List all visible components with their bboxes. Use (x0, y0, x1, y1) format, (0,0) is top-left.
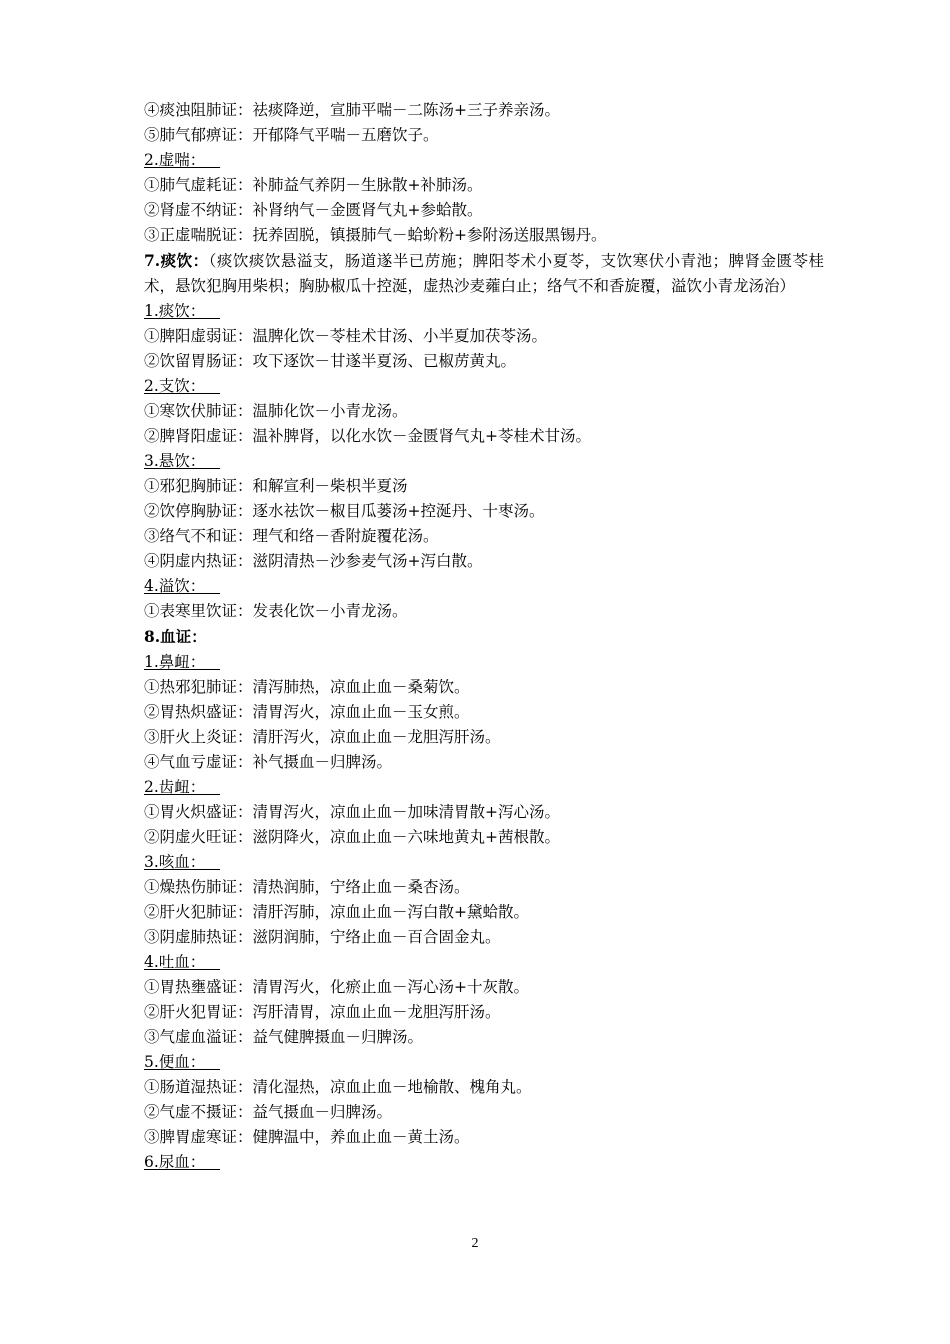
subsection-title: 3.悬饮： (144, 452, 221, 470)
section-mnemonic: （痰饮痰饮悬溢支，肠道遂半已苈施；脾阳苓术小夏苓，支饮寒伏小青池；脾肾金匮苓桂术，悬饮犯胸用柴枳；胸胁椒瓜十控涎，虚热沙麦蕹白止；络气不和香旋覆，溢饮小青龙汤治） (144, 252, 824, 295)
syndrome-item: ①肺气虚耗证：补肺益气养阴－生脉散+补肺汤。 (144, 176, 483, 194)
subsection-heading (144, 374, 824, 399)
subsection-heading (144, 650, 824, 675)
syndrome-item: ④痰浊阻肺证：祛痰降逆，宣肺平喘－二陈汤+三子养亲汤。 (144, 101, 560, 119)
syndrome-item: ②脾肾阳虚证：温补脾肾，以化水饮－金匮肾气丸+苓桂术甘汤。 (144, 427, 591, 445)
subsection-heading (144, 950, 824, 975)
syndrome-item: ②饮留胃肠证：攻下逐饮－甘遂半夏汤、已椒苈黄丸。 (144, 352, 517, 370)
subsection-title: 3.咳血： (144, 853, 221, 871)
subsection-title: 5.便血： (144, 1053, 221, 1071)
syndrome-item: ①胃火炽盛证：清胃泻火，凉血止血－加味清胃散+泻心汤。 (144, 803, 560, 821)
subsection-title: 1.鼻衄： (144, 653, 221, 671)
syndrome-item: ③阴虚肺热证：滋阴润肺，宁络止血－百合固金丸。 (144, 928, 501, 946)
subsection-title: 4.吐血： (144, 953, 221, 971)
subsection-title: 6.尿血： (144, 1153, 221, 1171)
page-number: 2 (471, 1236, 479, 1251)
subsection-title: 1.痰饮： (144, 302, 221, 320)
syndrome-item: ②肝火犯胃证：泻肝清胃，凉血止血－龙胆泻肝汤。 (144, 1003, 501, 1021)
syndrome-item: ⑤肺气郁痹证：开郁降气平喘－五磨饮子。 (144, 126, 439, 144)
syndrome-item: ②胃热炽盛证：清胃泻火，凉血止血－玉女煎。 (144, 703, 470, 721)
subsection-heading (144, 574, 824, 599)
subsection-title: 4.溢饮： (144, 577, 221, 595)
syndrome-item: ①热邪犯肺证：清泻肺热，凉血止血－桑菊饮。 (144, 678, 470, 696)
subsection-heading (144, 148, 824, 173)
syndrome-item: ①脾阳虚弱证：温脾化饮－苓桂术甘汤、小半夏加茯苓汤。 (144, 327, 548, 345)
subsection-heading (144, 299, 824, 324)
syndrome-item: ②肾虚不纳证：补肾纳气－金匮肾气丸+参蛤散。 (144, 201, 483, 219)
subsection-heading (144, 1150, 824, 1175)
subsection-heading (144, 1050, 824, 1075)
syndrome-item: ①肠道湿热证：清化湿热，凉血止血－地榆散、槐角丸。 (144, 1078, 532, 1096)
syndrome-item: ③气虚血溢证：益气健脾摄血－归脾汤。 (144, 1028, 424, 1046)
syndrome-item: ③正虚喘脱证：抚养固脱，镇摄肺气－蛤蚧粉+参附汤送服黑锡丹。 (144, 226, 607, 244)
subsection-heading (144, 449, 824, 474)
subsection-title: 2.支饮： (144, 377, 221, 395)
subsection-heading (144, 775, 824, 800)
syndrome-item: ①邪犯胸肺证：和解宣利－柴枳半夏汤 (144, 477, 408, 495)
syndrome-item: ①胃热壅盛证：清胃泻火，化瘀止血－泻心汤+十灰散。 (144, 978, 529, 996)
syndrome-item: ③肝火上炎证：清肝泻火，凉血止血－龙胆泻肝汤。 (144, 728, 501, 746)
syndrome-item: ④气血亏虚证：补气摄血－归脾汤。 (144, 753, 393, 771)
syndrome-item: ①表寒里饮证：发表化饮－小青龙汤。 (144, 602, 408, 620)
syndrome-item: ①寒饮伏肺证：温肺化饮－小青龙汤。 (144, 402, 408, 420)
syndrome-item: ②气虚不摄证：益气摄血－归脾汤。 (144, 1103, 393, 1121)
syndrome-item: ①燥热伤肺证：清热润肺，宁络止血－桑杏汤。 (144, 878, 470, 896)
section-title: 8.血证： (144, 627, 207, 646)
syndrome-item: ②肝火犯肺证：清肝泻肺，凉血止血－泻白散+黛蛤散。 (144, 903, 529, 921)
syndrome-item: ②饮停胸胁证：逐水祛饮－椒目瓜蒌汤+控涎丹、十枣汤。 (144, 502, 545, 520)
subsection-title: 2.虚喘： (144, 151, 221, 169)
syndrome-item: ③脾胃虚寒证：健脾温中，养血止血－黄土汤。 (144, 1128, 470, 1146)
section-heading (144, 248, 824, 299)
subsection-title: 2.齿衄： (144, 778, 221, 796)
section-heading (144, 624, 824, 650)
document-body (144, 98, 824, 1175)
syndrome-item: ④阴虚内热证：滋阴清热－沙参麦气汤+泻白散。 (144, 552, 483, 570)
section-title: 7.痰饮： (144, 251, 209, 270)
syndrome-item: ②阴虚火旺证：滋阴降火，凉血止血－六味地黄丸+茜根散。 (144, 828, 560, 846)
syndrome-item: ③络气不和证：理气和络－香附旋覆花汤。 (144, 527, 439, 545)
subsection-heading (144, 850, 824, 875)
